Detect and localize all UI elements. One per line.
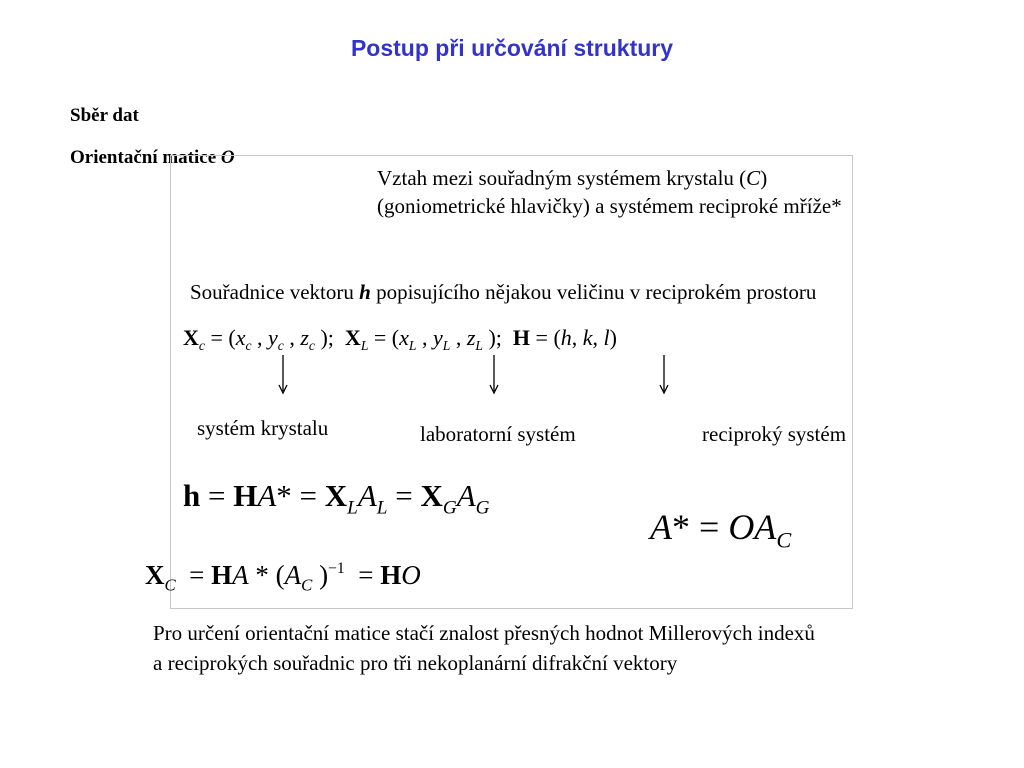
math-subscript: c	[277, 338, 284, 354]
relation-text-end: )	[760, 166, 768, 190]
math-operator: ,	[592, 325, 604, 350]
section-heading-matrix-label: Orientační matice	[70, 147, 221, 168]
math-subscript: G	[442, 497, 457, 519]
vector-intro-after: popisujícího nějakou veličinu v reciprokém prostoru	[370, 280, 817, 304]
math-italic-symbol: A	[650, 507, 672, 547]
relation-line-2: (goniometrické hlavičky) a systémem reciproké mříže*	[377, 194, 842, 218]
math-bold-symbol: h	[183, 478, 201, 513]
math-operator: =	[344, 559, 381, 590]
math-italic-symbol: x	[235, 325, 246, 350]
vector-intro-before: Souřadnice vektoru	[190, 280, 360, 304]
arrow-down-icon	[277, 355, 289, 395]
vector-symbol: h	[359, 280, 371, 304]
math-bold-symbol: X	[344, 325, 361, 350]
math-operator: ,	[450, 325, 467, 350]
math-italic-symbol: l	[603, 325, 610, 350]
math-operator: ,	[251, 325, 269, 350]
note-line-1: Pro určení orientační matice stačí znalost přesných hodnot Millerových indexů	[153, 621, 815, 645]
math-subscript: L	[360, 338, 369, 354]
math-operator: )	[312, 559, 329, 590]
math-operator: =	[200, 478, 234, 513]
math-subscript: c	[198, 338, 205, 354]
math-italic-symbol: A	[284, 559, 302, 590]
math-subscript: C	[164, 575, 176, 595]
math-operator: );	[482, 325, 513, 350]
math-operator: * =	[672, 507, 729, 547]
math-italic-symbol: z	[466, 325, 476, 350]
math-italic-symbol: O	[401, 559, 421, 590]
math-superscript: −1	[328, 560, 345, 577]
math-italic-symbol: A	[357, 478, 377, 513]
math-bold-symbol: X	[324, 478, 348, 513]
math-bold-symbol: X	[420, 478, 443, 513]
math-operator: * =	[276, 478, 325, 513]
matrix-symbol: O	[220, 147, 235, 168]
math-subscript: L	[347, 497, 358, 519]
math-operator: =	[387, 478, 421, 513]
math-operator: = (	[530, 325, 561, 350]
math-bold-symbol: H	[211, 559, 233, 590]
math-bold-symbol: X	[145, 559, 165, 590]
crystal-symbol: C	[746, 166, 761, 190]
math-subscript: c	[308, 338, 315, 354]
equation-h	[183, 480, 490, 518]
math-subscript: c	[245, 338, 252, 354]
math-italic-symbol: OA	[728, 507, 777, 547]
math-subscript: C	[301, 575, 313, 595]
math-operator: ,	[571, 325, 583, 350]
equation-xc	[145, 561, 421, 594]
math-italic-symbol: k	[582, 325, 593, 350]
math-operator: =	[175, 559, 212, 590]
math-italic-symbol: A	[456, 478, 476, 513]
math-italic-symbol: y	[268, 325, 278, 350]
math-operator: = (	[368, 325, 400, 350]
math-operator: )	[609, 325, 617, 350]
math-operator: = (	[204, 325, 236, 350]
math-subscript: L	[442, 338, 451, 354]
slide-title: Postup při určování struktury	[350, 35, 674, 61]
math-italic-symbol: y	[432, 325, 443, 350]
math-bold-symbol: H	[380, 559, 402, 590]
coordinate-equation	[183, 327, 617, 353]
arrow-down-icon	[488, 355, 500, 395]
math-italic-symbol: x	[399, 325, 409, 350]
vector-intro	[190, 280, 816, 305]
math-italic-symbol: h	[560, 325, 572, 350]
math-subscript: C	[776, 527, 792, 553]
label-laboratory-system: laboratorní systém	[420, 422, 576, 446]
math-subscript: L	[475, 338, 483, 354]
math-bold-symbol: X	[183, 325, 199, 350]
math-operator: * (	[248, 559, 285, 590]
math-italic-symbol: z	[300, 325, 309, 350]
relation-text: Vztah mezi souřadným systémem krystalu (	[377, 166, 747, 190]
label-reciprocal-system: reciproký systém	[702, 422, 847, 446]
math-operator: );	[314, 325, 345, 350]
math-operator: ,	[283, 325, 301, 350]
math-operator: ,	[416, 325, 433, 350]
math-subscript: L	[376, 497, 388, 519]
math-bold-symbol: H	[512, 325, 531, 350]
label-crystal-system: systém krystalu	[197, 416, 329, 440]
math-bold-symbol: H	[233, 478, 258, 513]
note-line-2: a reciprokých souřadnic pro tři nekoplanární difrakční vektory	[153, 651, 678, 675]
math-subscript: G	[475, 497, 490, 519]
relation-line-1	[377, 166, 767, 191]
math-italic-symbol: A	[257, 478, 277, 513]
math-italic-symbol: A	[232, 559, 249, 590]
arrow-down-icon	[658, 355, 670, 395]
section-heading-data: Sběr dat	[70, 105, 139, 126]
equation-a-star	[650, 509, 791, 552]
math-subscript: L	[408, 338, 417, 354]
